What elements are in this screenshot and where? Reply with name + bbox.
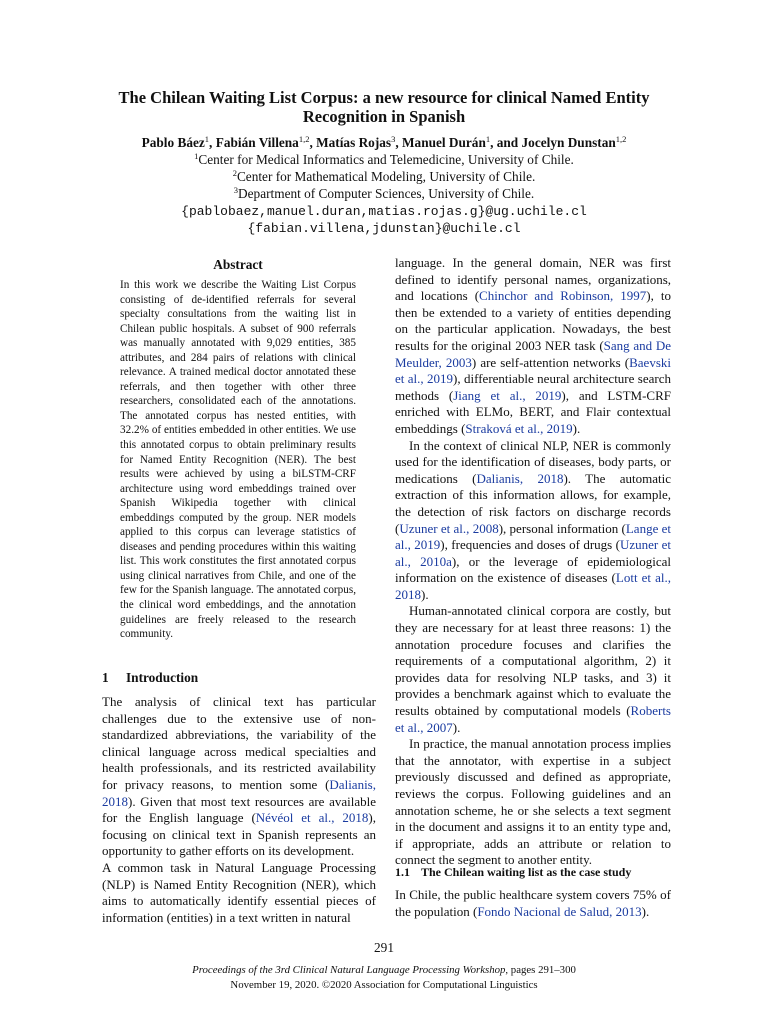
citation-link[interactable]: Lott et al., 2018 [395,570,671,602]
paragraph: language. In the general domain, NER was first defined to identify personal names, organizations, and locations (Chinchor and Robinson, 1997), to then be extended to a variety of entities depending on the particular application. Nowadays, the best results for the original 2003 NER task (Sang and De Meulder, 2003) are self-attention networks (Baevski et al., 2019), differentiable neural architecture search methods (Jiang et al., 2019), and LSTM-CRF enriched with ELMo, BERT, and Flair contextual embeddings (Straková et al., 2019). [395,255,672,436]
citation-link[interactable]: Uzuner et al., 2008 [399,520,499,536]
paragraph: In the context of clinical NLP, NER is commonly used for the identification of diseases, body parts, or medications (Dalianis, 2018). The automatic extraction of this information allows, for example, the detection of risk factors on discharge records (Uzuner et al., 2008), personal information (Lange et al., 2019), frequencies and doses of drugs (Uzuner et al., 2010a), or the leverage of epidemiological information on the existence of diseases (Lott et al., 2018). [395,437,672,602]
citation-link[interactable]: Dalianis, 2018 [102,776,376,809]
subsection-heading: 1.1 The Chilean waiting list as the case study [395,865,632,879]
abstract-heading: Abstract [213,257,263,272]
section-heading: 1 Introduction [102,670,199,685]
author: Manuel Durán [402,135,486,150]
right-column-body-continued [395,887,671,920]
citation-link[interactable]: Baevski et al., 2019 [395,354,671,387]
left-column-body [102,694,376,926]
citation-link[interactable]: Chinchor and Robinson, 1997 [479,288,647,304]
citation-link[interactable]: Sang and De Meulder, 2003 [395,337,672,370]
paragraph: A common task in Natural Language Processing (NLP) is Named Entity Recognition (NER), which aims to automatically identify essential pieces of information (entities) in a text written in natural [102,859,376,925]
citation-link[interactable]: Névéol et al., 2018 [255,810,369,826]
author: Pablo Báez [141,135,205,150]
author-list: Pablo Báez$^1$, Fabián Villena$^{1,2}$, Matías Rojas$^3$, Manuel Durán$^1$, and Jocelyn Dunstan$^{1,2}$ [141,134,627,150]
citation-link[interactable]: Straková et al., 2019 [465,420,573,436]
abstract-text: In this work we describe the Waiting List Corpus consisting of de-identified referrals for several specialty consultations from the waiting list in Chilean public hospitals. A subset of 900 referrals was manually annotated with 9,029 entities, 385 attributes, and 284 pairs of relations with clinical relevance. A trained medical doctor annotated these referrals, and then together with other three researchers, consolidated each of the annotations. The annotated corpus has nested entities, with 32.2% of entities embedded in other entities. We use this annotated corpus to obtain preliminary results for Named Entity Recognition (NER). The best results were achieved by using a biLSTM-CRF architecture using word embeddings trained over Spanish Wikipedia together with clinical embeddings computed by the group. NER models applied to this corpus can leverage statistics of diseases and pending procedures within this waiting list. This work constitutes the first annotated corpus using clinical narratives from Chile, and one of the few for the Spanish language. The annotated corpus, the clinical word embeddings, and the annotation guidelines are freely released to the research community. [120,279,356,641]
paragraph: Human-annotated clinical corpora are costly, but they are necessary for at least three reasons: 1) the annotation procedure focuses and clarifies the requirements of a computational algorithm, 2) it provides data for resolving NLP tasks, and 3) it provides a benchmark against which to evaluate the results obtained by computational models (Roberts et al., 2007). [395,603,671,735]
copyright-line: November 19, 2020. ©2020 Association for Computational Linguistics [230,979,538,991]
citation-link[interactable]: Roberts et al., 2007 [395,703,671,735]
author: Fabián Villena [215,135,299,150]
paragraph: In Chile, the public healthcare system covers 75% of the population (Fondo Nacional de Salud, 2013). [395,887,671,919]
affiliation: $^2$Center for Mathematical Modeling, University of Chile. [232,168,536,184]
affiliation: $^1$Center for Medical Informatics and Telemedicine, University of Chile. [194,151,574,167]
email-line: {pablobaez,manuel.duran,matias.rojas.g}@ug.uchile.cl [181,204,587,219]
author: Jocelyn Dunstan [521,135,616,150]
page-footer: Proceedings of the 3rd Clinical Natural Language Processing Workshop, pages 291–300 November 19, 2020. ©2020 Association for Computational Linguistics [0,963,768,993]
citation-link[interactable]: Uzuner et al., 2010a [395,537,672,569]
citation-link[interactable]: Jiang et al., 2019 [453,387,562,403]
citation-link[interactable]: Lange et al., 2019 [395,520,671,553]
email-line: {fabian.villena,jdunstan}@uchile.cl [247,221,521,236]
author: Matías Rojas [316,135,392,150]
citation-link[interactable]: Fondo Nacional de Salud, 2013 [477,903,642,919]
page-number: 291 [374,940,394,955]
citation-link[interactable]: Dalianis, 2018 [476,470,564,486]
paragraph: The analysis of clinical text has particular challenges due to the extensive use of non-standardized abbreviations, the variability of the clinical language across medical specialties and health professionals, and its restricted availability for privacy reasons, to mention some (Dalianis, 2018). Given that most text resources are available for the English language (Névéol et al., 2018), focusing on clinical text in Spanish represents an opportunity to gather efforts on its development. [102,694,376,859]
affiliation: $^3$Department of Computer Sciences, University of Chile. [233,185,535,201]
proceedings-title: Proceedings of the 3rd Clinical Natural Language Processing Workshop [192,964,506,976]
paragraph: In practice, the manual annotation process implies that the annotator, with expertise in a subject previously discussed and defined as appropriate, reviews the corpus. Following guidelines and an annotation scheme, he or she selects a text segment in the document and assigns it to an entity type and, if appropriate, adds an attribute or relation to connect the segment to another entity. [395,736,671,868]
paper-title: The Chilean Waiting List Corpus: a new resource for clinical Named Entity Recognition in Spanish [118,88,650,126]
right-column-body [395,255,671,869]
